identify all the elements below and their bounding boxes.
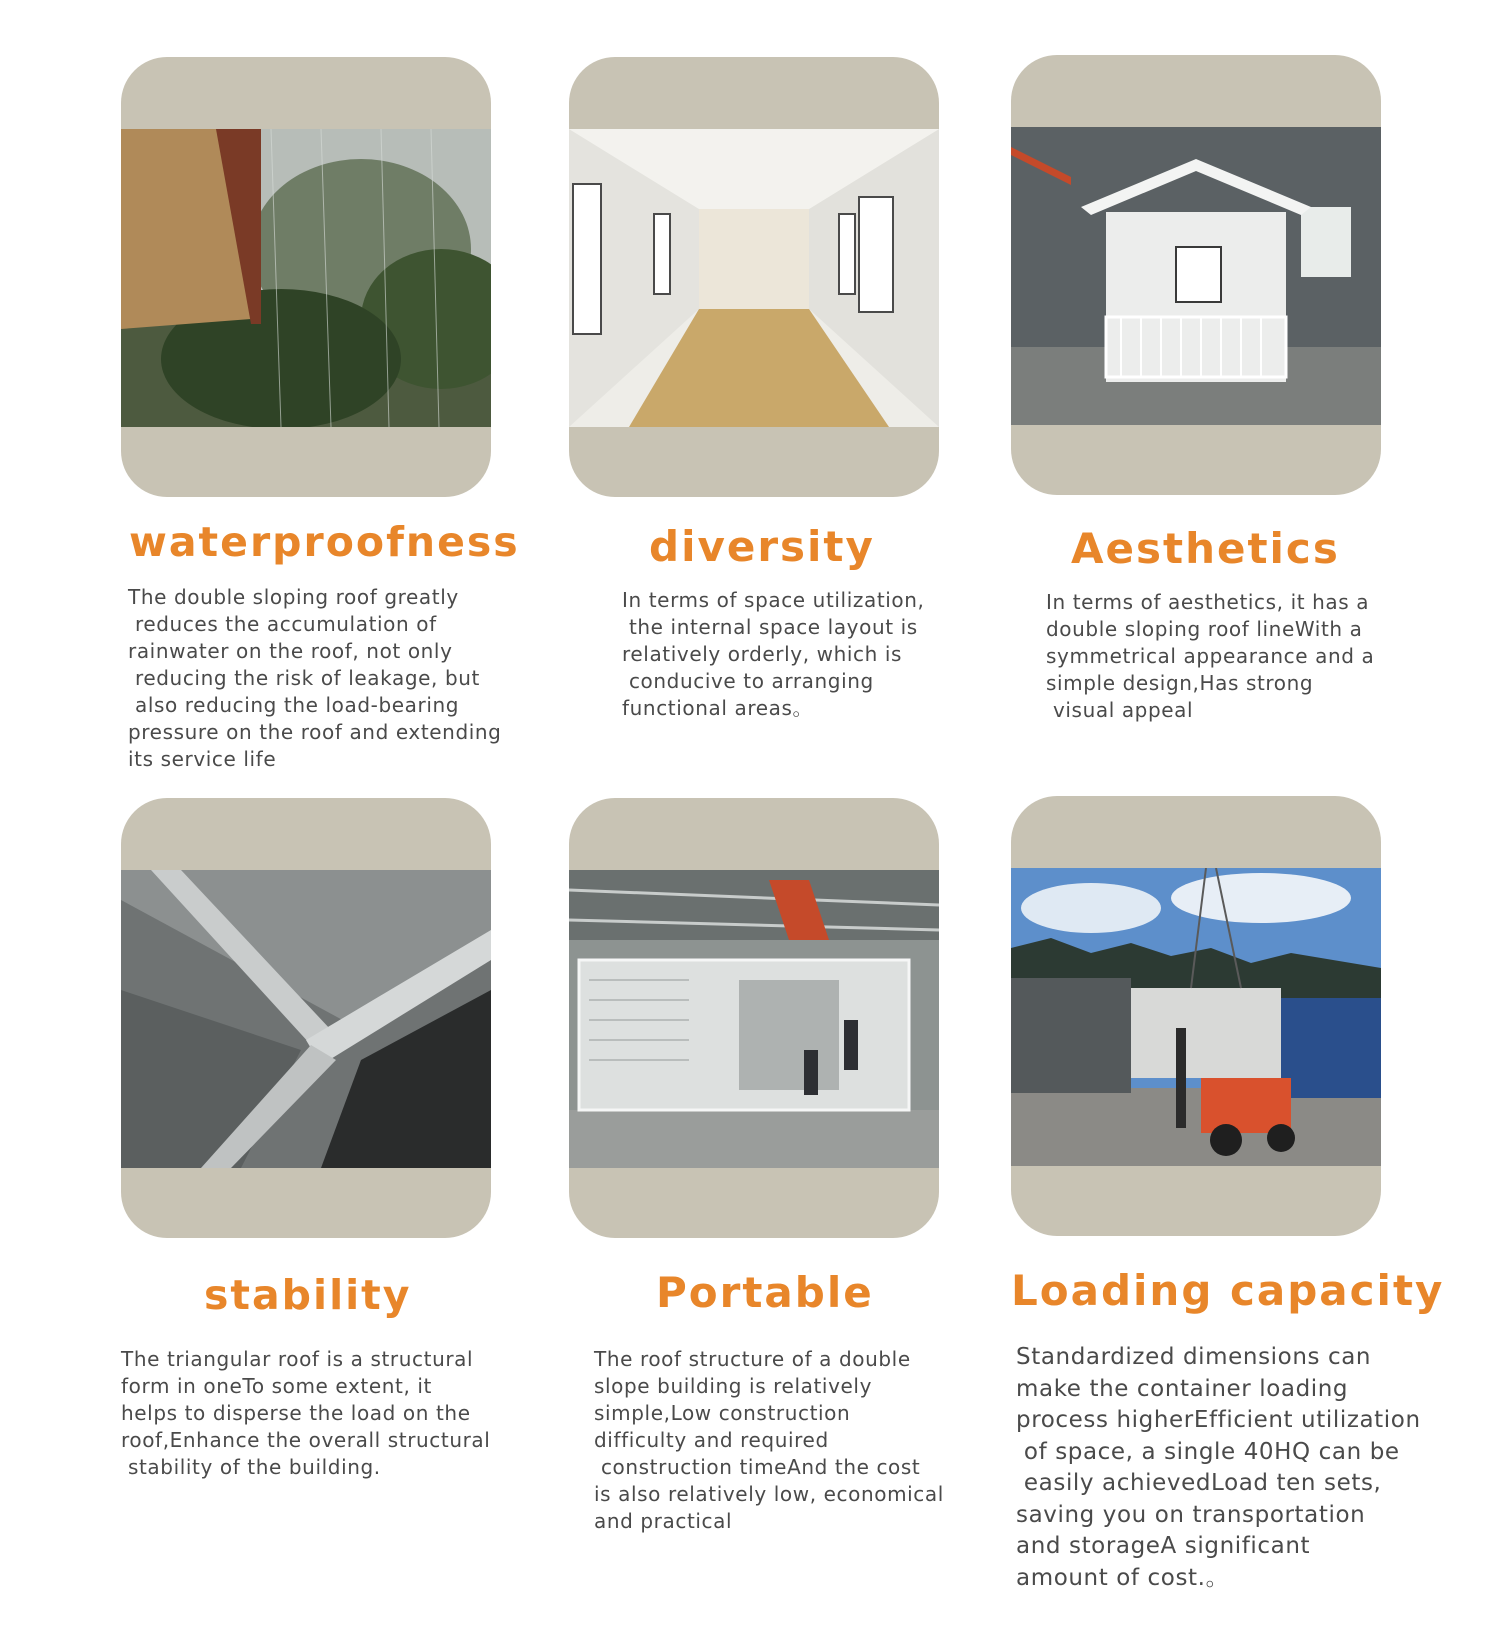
card-portable bbox=[569, 798, 939, 1238]
photo-factory-assembly bbox=[569, 870, 939, 1168]
desc-portable: The roof structure of a double slope building is relatively simple,Low construction difficulty and required construction timeAnd the cost is also relatively low, economical and practical bbox=[594, 1347, 944, 1533]
title-loading-capacity: Loading capacity bbox=[1011, 1266, 1445, 1315]
card-diversity bbox=[569, 57, 939, 497]
desc-waterproofness: The double sloping roof greatly reduces the accumulation of rainwater on the roof, not only reducing the risk of leakage, but also reducing the load-bearing pressure on the roof and extending its service life bbox=[128, 585, 502, 771]
desc-loading-capacity: Standardized dimensions can make the container loading process higherEfficient utilization of space, a single 40HQ can be easily achievedLoad ten sets, saving you on transportation and storageA significant amount of cost.。 bbox=[1016, 1344, 1421, 1591]
photo-interior-room bbox=[569, 129, 939, 427]
card-loading-capacity bbox=[1011, 796, 1381, 1236]
title-aesthetics: Aesthetics bbox=[1071, 524, 1340, 573]
desc-diversity: In terms of space utilization, the internal space layout is relatively orderly, which is conducive to arranging functional areas。 bbox=[622, 588, 925, 720]
title-waterproofness: waterproofness bbox=[129, 518, 520, 566]
title-stability: stability bbox=[204, 1271, 412, 1319]
title-portable: Portable bbox=[656, 1268, 874, 1317]
card-waterproofness bbox=[121, 57, 491, 497]
desc-stability: The triangular roof is a structural form in oneTo some extent, it helps to disperse the load on the roof,Enhance the overall structural stability of the building. bbox=[121, 1347, 491, 1479]
card-stability bbox=[121, 798, 491, 1238]
desc-aesthetics: In terms of aesthetics, it has a double sloping roof lineWith a symmetrical appearance and a simple design,Has strong visual appeal bbox=[1046, 590, 1375, 722]
photo-gabled-cabin bbox=[1011, 127, 1381, 425]
card-aesthetics bbox=[1011, 55, 1381, 495]
photo-roof-beam-structure bbox=[121, 870, 491, 1168]
title-diversity: diversity bbox=[649, 522, 875, 571]
photo-rain-on-roof bbox=[121, 129, 491, 427]
photo-forklift-loading bbox=[1011, 868, 1381, 1166]
